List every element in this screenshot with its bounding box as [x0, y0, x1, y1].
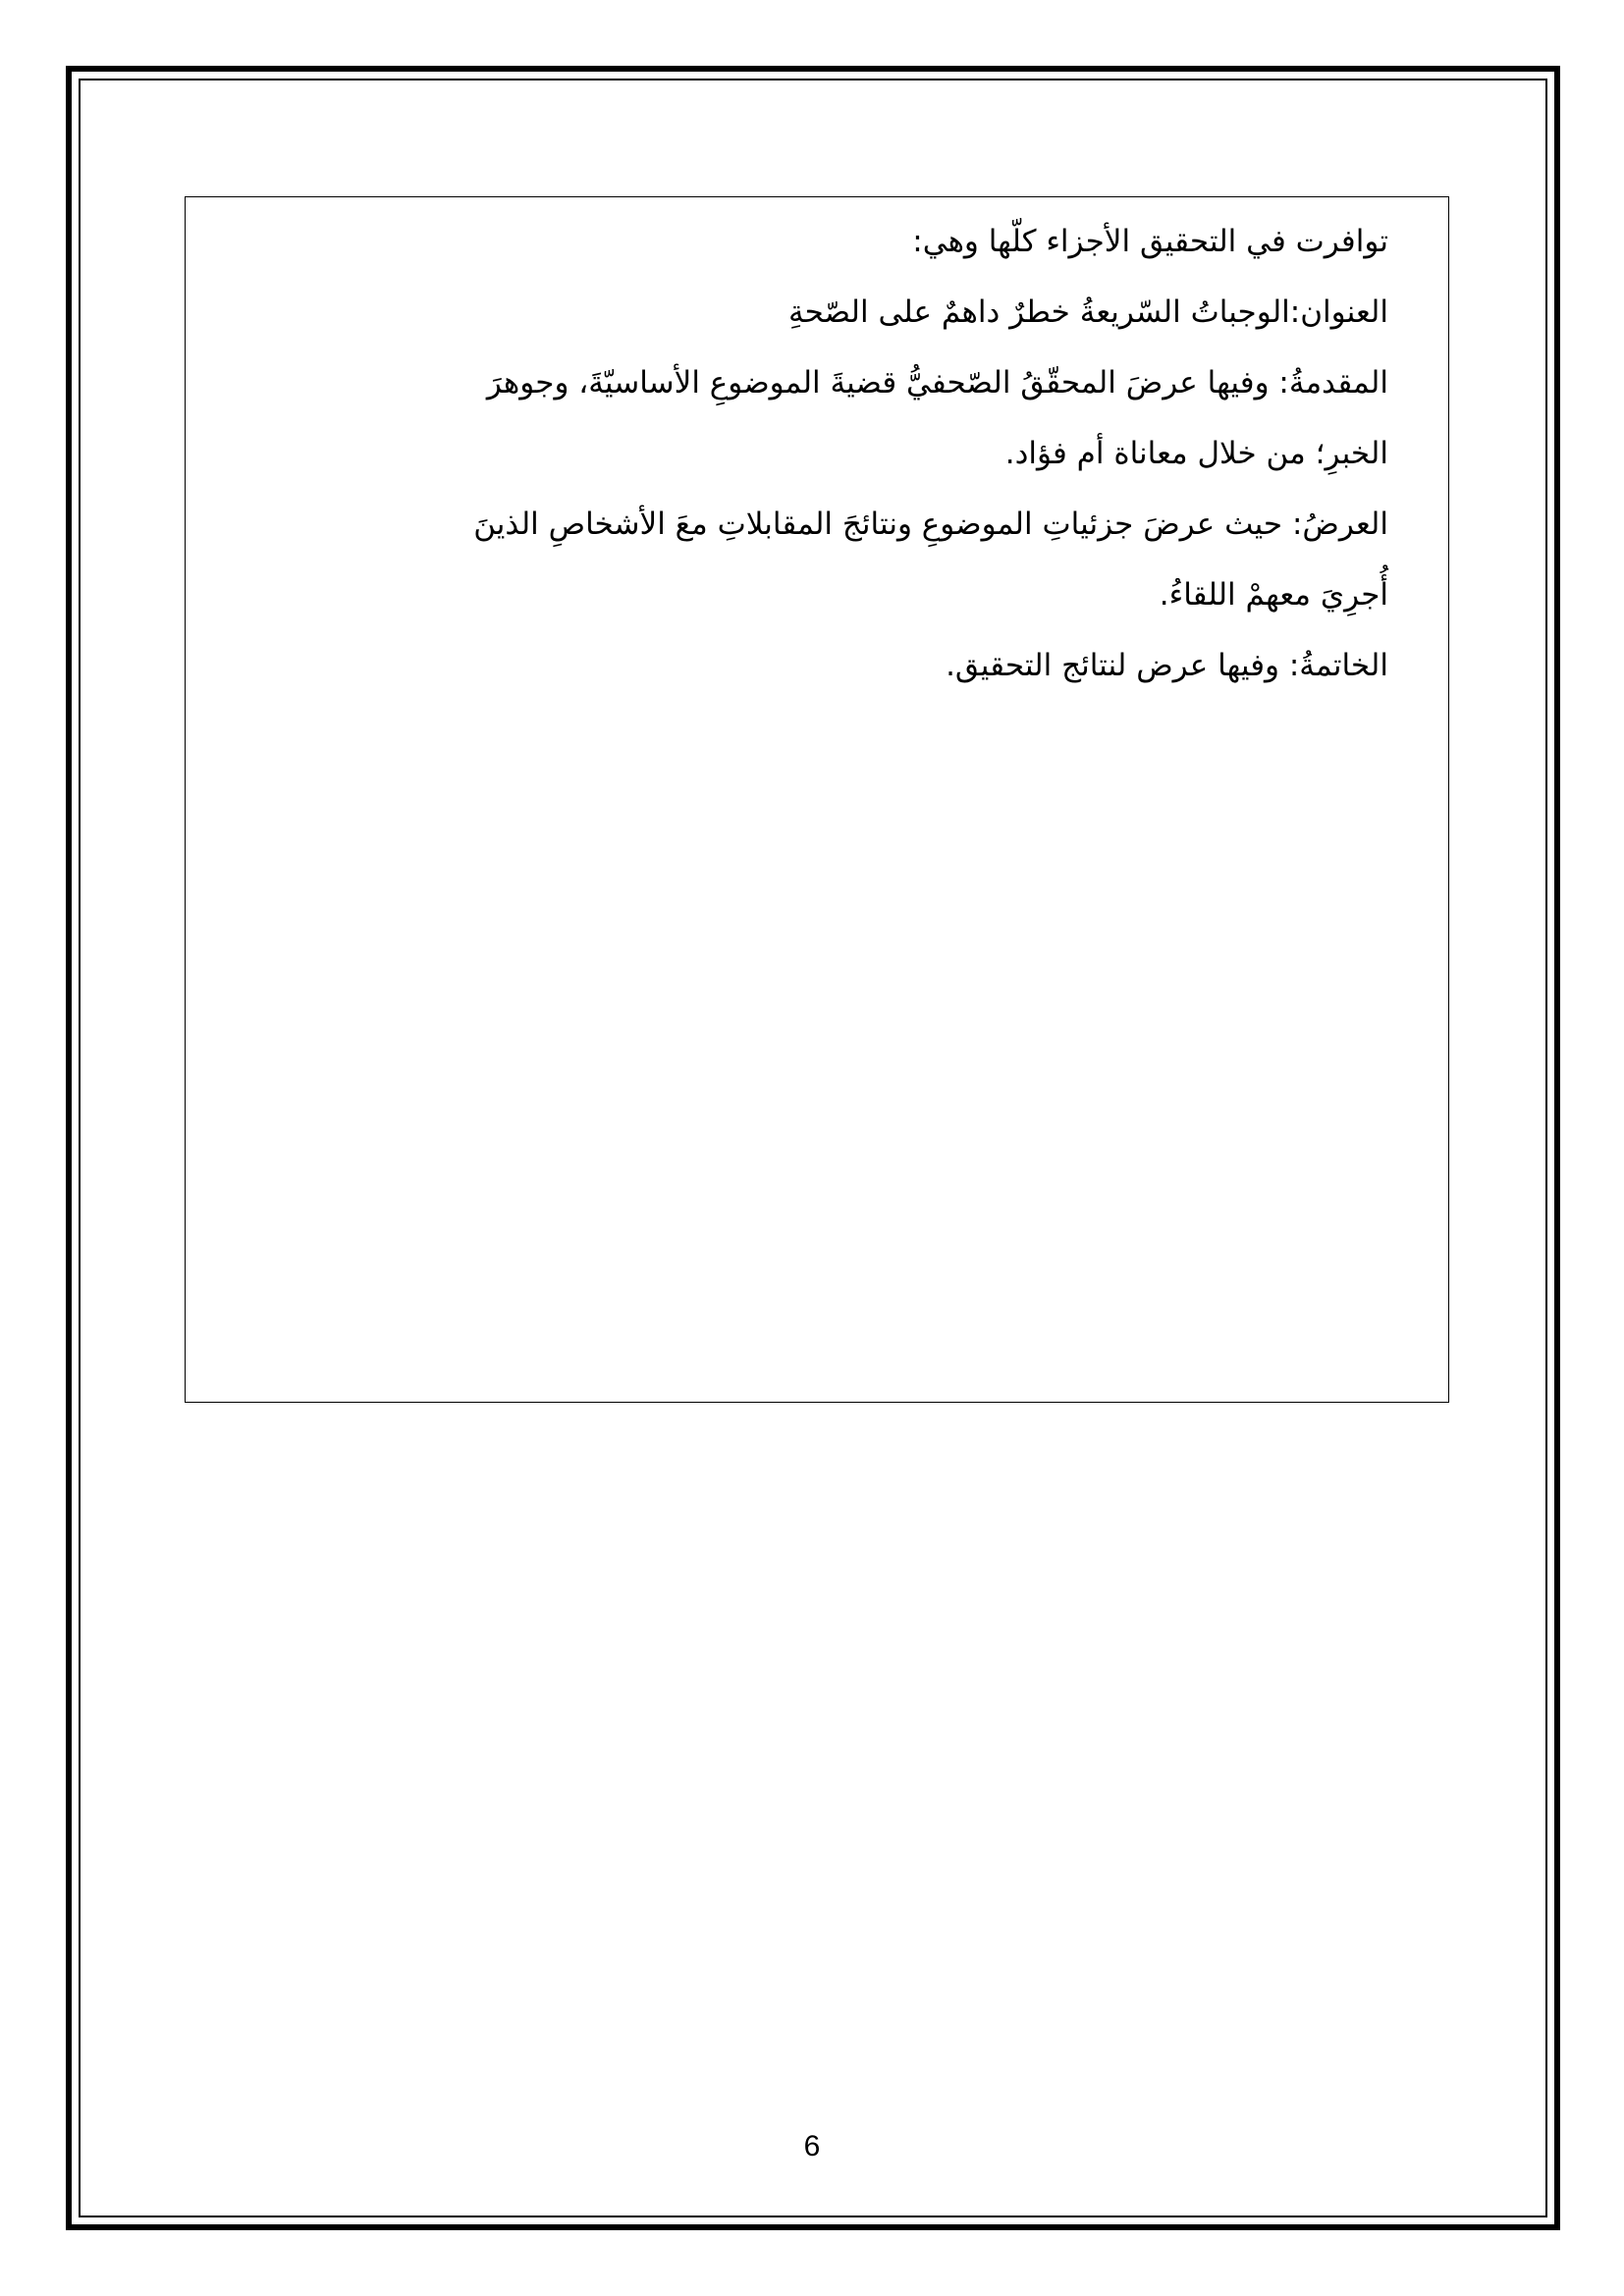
conclusion-line: الخاتمةُ: وفيها عرض لنتائج التحقيق.: [946, 648, 1388, 683]
answer-text: [377, 206, 1388, 701]
body-continuation: أُجرِيَ معهمْ اللقاءُ.: [1159, 577, 1388, 613]
intro-line: توافرت في التحقيق الأجزاء كلّها وهي:: [912, 224, 1388, 259]
introduction-line: المقدمةُ: وفيها عرضَ المحقّقُ الصّحفيُّ قضيةَ الموضوعِ الأساسيّةَ، وجوهرَ: [486, 365, 1388, 400]
body-line: العرضُ: حيث عرضَ جزئياتِ الموضوعِ ونتائجَ المقابلاتِ معَ الأشخاصِ الذينَ: [473, 507, 1388, 542]
title-line: العنوان:الوجباتُ السّريعةُ خطرٌ داهمٌ على الصّحةِ: [788, 294, 1388, 330]
page-number: 6: [803, 2130, 821, 2163]
introduction-continuation: الخبرِ؛ من خلال معاناة أم فؤاد.: [1004, 436, 1388, 471]
